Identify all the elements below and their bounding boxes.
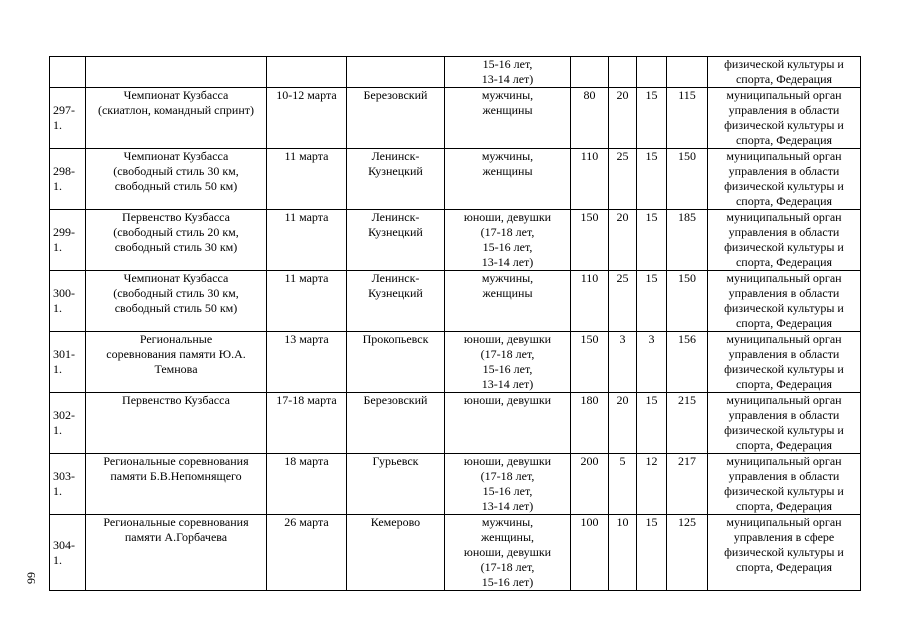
event-name-cell: Первенство Кузбасса (свободный стиль 20 км, свободный стиль 30 км) [86,210,267,271]
event-number-cell: 300-1. [50,271,86,332]
organizer-cell: муниципальный орган управления в области физической культуры и спорта, Федерация [708,271,861,332]
table-row [50,454,861,515]
judges-count-cell [637,57,667,88]
event-dates-cell: 10-12 марта [267,88,347,149]
judges-count-cell: 15 [637,210,667,271]
athletes-count-cell: 150 [571,210,609,271]
judges-count-cell: 3 [637,332,667,393]
events-table [49,56,861,591]
event-number-cell: 297-1. [50,88,86,149]
athletes-count-cell: 180 [571,393,609,454]
coaches-count-cell: 20 [609,88,637,149]
participants-cell: юноши, девушки [445,393,571,454]
event-dates-cell: 18 марта [267,454,347,515]
athletes-count-cell: 110 [571,149,609,210]
judges-count-cell: 15 [637,88,667,149]
table-row [50,88,861,149]
athletes-count-cell [571,57,609,88]
total-count-cell [667,57,708,88]
event-name-cell: Региональные соревнования памяти А.Горбачева [86,515,267,591]
table-row [50,393,861,454]
athletes-count-cell: 150 [571,332,609,393]
total-count-cell: 150 [667,271,708,332]
event-place-cell: Березовский [347,393,445,454]
event-number-cell: 298-1. [50,149,86,210]
participants-cell: юноши, девушки (17-18 лет, 15-16 лет, 13-14 лет) [445,454,571,515]
coaches-count-cell: 25 [609,149,637,210]
total-count-cell: 185 [667,210,708,271]
participants-cell: юноши, девушки (17-18 лет, 15-16 лет, 13-14 лет) [445,210,571,271]
event-place-cell: Ленинск- Кузнецкий [347,210,445,271]
judges-count-cell: 15 [637,515,667,591]
participants-cell: юноши, девушки (17-18 лет, 15-16 лет, 13-14 лет) [445,332,571,393]
total-count-cell: 217 [667,454,708,515]
organizer-cell: муниципальный орган управления в сфере физической культуры и спорта, Федерация [708,515,861,591]
table-row [50,332,861,393]
coaches-count-cell: 20 [609,393,637,454]
table-row [50,271,861,332]
event-place-cell: Гурьевск [347,454,445,515]
judges-count-cell: 12 [637,454,667,515]
event-dates-cell: 26 марта [267,515,347,591]
participants-cell: мужчины, женщины [445,149,571,210]
judges-count-cell: 15 [637,393,667,454]
organizer-cell: муниципальный орган управления в области физической культуры и спорта, Федерация [708,149,861,210]
judges-count-cell: 15 [637,149,667,210]
athletes-count-cell: 100 [571,515,609,591]
event-number-cell: 303-1. [50,454,86,515]
organizer-cell: физической культуры и спорта, Федерация [708,57,861,88]
athletes-count-cell: 110 [571,271,609,332]
events-table-body [50,57,861,591]
event-dates-cell: 11 марта [267,149,347,210]
table-row [50,149,861,210]
coaches-count-cell: 10 [609,515,637,591]
event-number-cell [50,57,86,88]
event-name-cell [86,57,267,88]
event-place-cell [347,57,445,88]
coaches-count-cell: 5 [609,454,637,515]
participants-cell: мужчины, женщины, юноши, девушки (17-18 лет, 15-16 лет) [445,515,571,591]
table-row [50,515,861,591]
event-dates-cell [267,57,347,88]
event-name-cell: Чемпионат Кузбасса (свободный стиль 30 км, свободный стиль 50 км) [86,149,267,210]
organizer-cell: муниципальный орган управления в области физической культуры и спорта, Федерация [708,88,861,149]
event-dates-cell: 11 марта [267,210,347,271]
event-dates-cell: 13 марта [267,332,347,393]
event-name-cell: Чемпионат Кузбасса (скиатлон, командный спринт) [86,88,267,149]
athletes-count-cell: 80 [571,88,609,149]
total-count-cell: 156 [667,332,708,393]
page-number: 99 [24,572,38,584]
event-dates-cell: 17-18 марта [267,393,347,454]
event-name-cell: Первенство Кузбасса [86,393,267,454]
participants-cell: мужчины, женщины [445,271,571,332]
organizer-cell: муниципальный орган управления в области физической культуры и спорта, Федерация [708,393,861,454]
event-name-cell: Региональные соревнования памяти Б.В.Непомнящего [86,454,267,515]
organizer-cell: муниципальный орган управления в области физической культуры и спорта, Федерация [708,210,861,271]
table-row [50,57,861,88]
event-dates-cell: 11 марта [267,271,347,332]
event-number-cell: 299-1. [50,210,86,271]
total-count-cell: 115 [667,88,708,149]
participants-cell: мужчины, женщины [445,88,571,149]
event-place-cell: Кемерово [347,515,445,591]
table-row [50,210,861,271]
organizer-cell: муниципальный орган управления в области физической культуры и спорта, Федерация [708,454,861,515]
event-number-cell: 304-1. [50,515,86,591]
total-count-cell: 125 [667,515,708,591]
event-number-cell: 301-1. [50,332,86,393]
coaches-count-cell: 20 [609,210,637,271]
event-name-cell: Региональные соревнования памяти Ю.А. Темнова [86,332,267,393]
participants-cell: 15-16 лет, 13-14 лет) [445,57,571,88]
athletes-count-cell: 200 [571,454,609,515]
event-name-cell: Чемпионат Кузбасса (свободный стиль 30 км, свободный стиль 50 км) [86,271,267,332]
coaches-count-cell: 3 [609,332,637,393]
event-number-cell: 302-1. [50,393,86,454]
event-place-cell: Ленинск- Кузнецкий [347,271,445,332]
total-count-cell: 215 [667,393,708,454]
organizer-cell: муниципальный орган управления в области физической культуры и спорта, Федерация [708,332,861,393]
judges-count-cell: 15 [637,271,667,332]
coaches-count-cell [609,57,637,88]
coaches-count-cell: 25 [609,271,637,332]
event-place-cell: Ленинск- Кузнецкий [347,149,445,210]
total-count-cell: 150 [667,149,708,210]
event-place-cell: Березовский [347,88,445,149]
event-place-cell: Прокопьевск [347,332,445,393]
